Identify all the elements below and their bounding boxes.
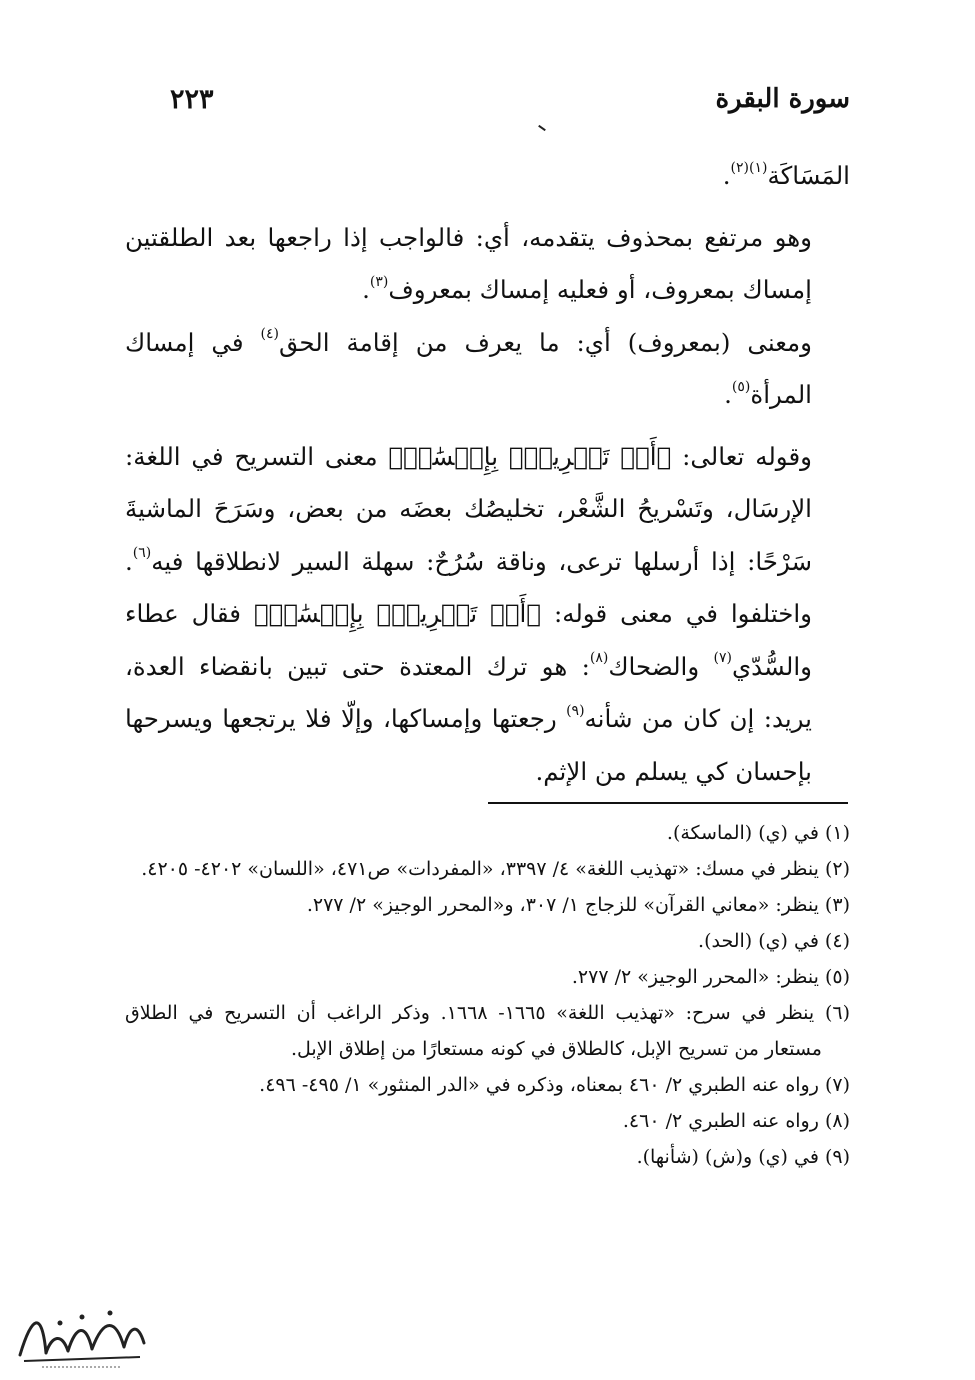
paragraph-1-text: المَسَاكَة [767,161,850,190]
paragraph-4-text-a: وقوله تعالى: [671,441,812,471]
footnote-ref-5[interactable]: (٥) [731,378,751,395]
main-text [125,150,850,798]
footnotes [125,815,850,1175]
footnote-ref-3[interactable]: (٣) [369,273,389,290]
paragraph-2-end: . [362,275,370,304]
paragraph-3 [125,317,850,422]
page-number: ٢٢٣ [170,84,214,115]
footnote-1: (١) في (ي) (الماسكة). [666,822,850,844]
paragraph-4-text-b: معنى التسريح في اللغة: الإرسَال، وتَسْريحُ الشَّعْر، تخليصُك بعضَه من بعض، وسَرَحَ الماشيةَ سَرْحًا: إذا أرسلها ترعى، وناقة سُرُحٌ: سهلة السير لانطلاقها فيه [125,441,812,576]
footnote-4: (٤) في (ي) (الحد). [698,930,850,952]
paragraph-2 [125,212,850,317]
paragraph-4-text-g: رجعتها وإمساكها، وإلّا فلا يرتجعها ويسرحها بإحسان كي يسلم من الإثم. [125,704,812,786]
footnote-ref-6[interactable]: (٦) [132,545,152,562]
footnote-ref-7[interactable]: (٧) [713,650,732,667]
paragraph-4-text-e: والضحاك [608,651,714,681]
paragraph-3-end: . [724,380,732,409]
footnote-6: (٦) ينظر في سرح: «تهذيب اللغة» ١٦٦٥- ١٦٦٨. وذكر الراغب أن التسريح في الطلاق مستعار من تسريح الإبل، كالطلاق في كونه مستعارًا من إطلاق الإبل. [125,1002,850,1060]
paragraph-1-end: . [722,161,731,190]
footnote-9: (٩) في (ي) و(ش) (شأنها). [636,1146,850,1168]
quran-quote-2: ﴿أَوۡ تَسۡرِيحُۢ بِإِحۡسَٰنٖ﴾ [253,599,542,628]
footnote-5: (٥) ينظر: «المحرر الوجيز» ٢/ ٢٧٧. [571,966,850,988]
footnote-ref-1-2[interactable]: (١)(٢) [730,159,768,176]
footnote-2: (٢) ينظر في مسك: «تهذيب اللغة» ٤/ ٣٣٩٧، «المفردات» ص٤٧١، «اللسان» ٤٢٠٢- ٤٢٠٥. [141,858,850,880]
footnote-3: (٣) ينظر: «معاني القرآن» للزجاج ١/ ٣٠٧، و«المحرر الوجيز» ٢/ ٢٧٧. [306,894,850,916]
paragraph-4-text-c: . واختلفوا في معنى قوله: [125,546,812,628]
paragraph-3-text-b: في إمساك المرأة [125,327,812,409]
quran-quote-1: ﴿أَوۡ تَسۡرِيحُۢ بِإِحۡسَٰنٖ﴾ [388,441,672,471]
footnote-7: (٧) رواه عنه الطبري ٢/ ٤٦٠ بمعناه، وذكره في «الدر المنثور» ١/ ٤٩٥- ٤٩٦. [259,1074,850,1096]
paragraph-4-text-f: : هو ترك المعتدة حتى تبين بانقضاء العدة، يريد: إن كان من شأنه [125,651,812,733]
logo-mark [12,1295,152,1373]
paragraph-1 [125,150,850,203]
library-logo-icon [12,1295,152,1373]
stray-mark [538,125,546,131]
footnote-ref-9[interactable]: (٩) [566,702,585,719]
running-header-surah: سورة البقرة [715,84,850,114]
footnote-ref-8[interactable]: (٨) [589,650,609,667]
footnote-divider [488,802,848,804]
footnote-8: (٨) رواه عنه الطبري ٢/ ٤٦٠. [622,1110,850,1132]
paragraph-4 [125,431,850,799]
paragraph-3-text-a: ومعنى (بمعروف) أي: ما يعرف من إقامة الحق [279,327,812,357]
paragraph-2-text: وهو مرتفع بمحذوف يتقدمه، أي: فالواجب إذا راجعها بعد الطلقتين إمساك بمعروف، أو فعليه إمساك بمعروف [125,222,812,304]
paragraph-4-text-d: فقال عطاء والسُّدّي [125,599,812,681]
footnote-ref-4[interactable]: (٤) [260,326,279,343]
